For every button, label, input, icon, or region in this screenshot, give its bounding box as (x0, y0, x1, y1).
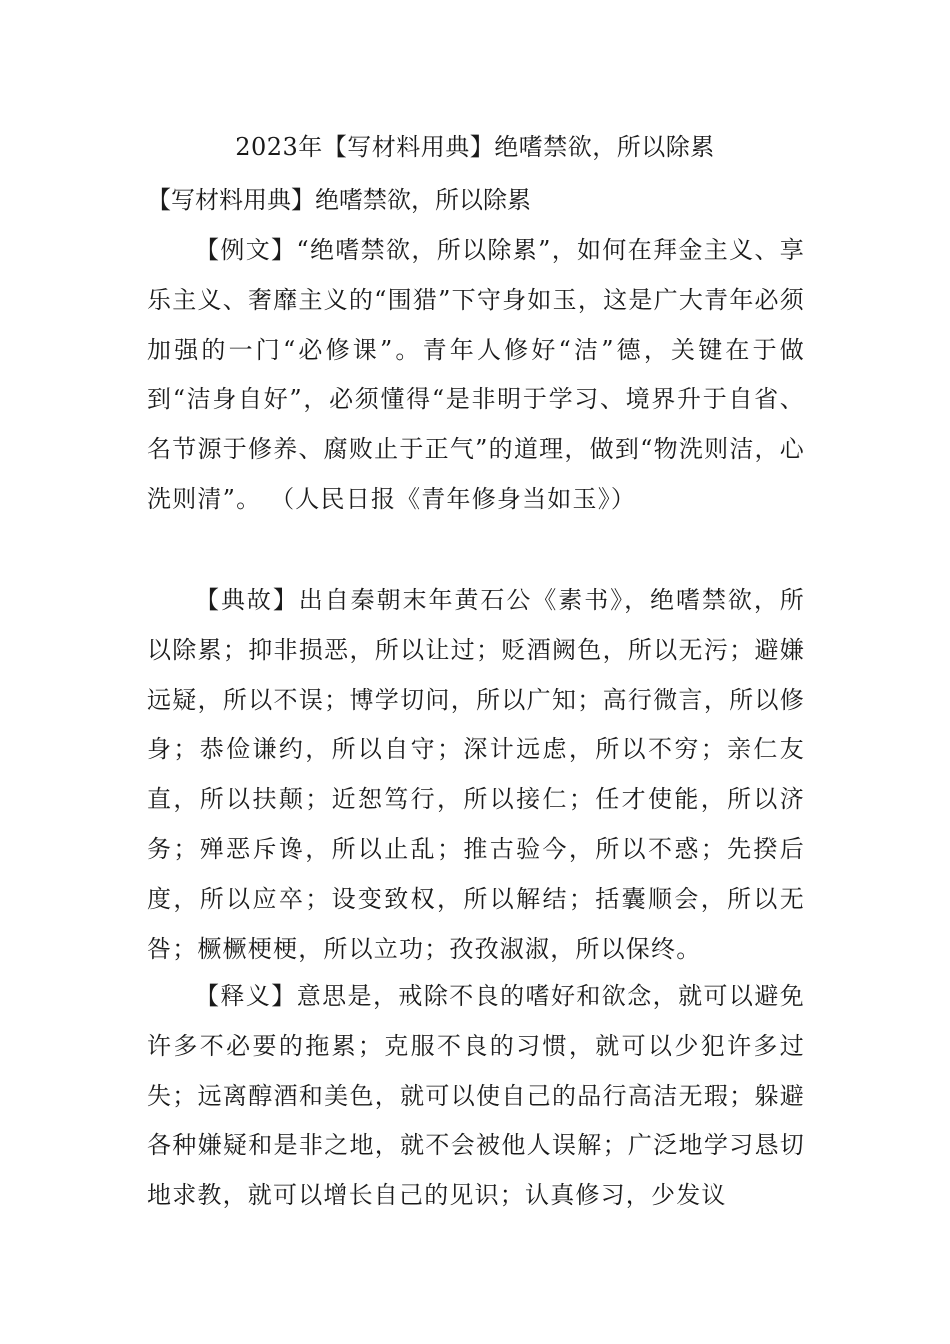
paragraph-meaning: 【释义】意思是，戒除不良的嗜好和欲念，就可以避免许多不必要的拖累；克服不良的习惯，就可以少犯许多过失；远离醇酒和美色，就可以使自己的品行高洁无瑕；躲避各种嫌疑和是非之地，就不会被他人误解；广泛地学习恳切地求教，就可以增长自己的见识；认真修习，少发议 (147, 982, 805, 1210)
document-title: 2023年【写材料用典】绝嗜禁欲，所以除累 (235, 133, 715, 161)
document-subtitle: 【写材料用典】绝嗜禁欲，所以除累 (147, 186, 531, 214)
paragraph-example: 【例文】“绝嗜禁欲，所以除累”，如何在拜金主义、享乐主义、奢靡主义的“围猎”下守身如玉，这是广大青年必须加强的一门“必修课”。青年人修好“洁”德，关键在于做到“洁身自好”，必须懂得“是非明于学习、境界升于自省、名节源于修养、腐败止于正气”的道理，做到“物洗则洁，心洗则清”。 （人民日报《青年修身当如玉》） (147, 236, 805, 513)
paragraph-allusion: 【典故】出自秦朝末年黄石公《素书》，绝嗜禁欲，所以除累；抑非损恶，所以让过；贬酒阙色，所以无污；避嫌远疑，所以不误；博学切问，所以广知；高行微言，所以修身；恭俭谦约，所以自守；深计远虑，所以不穷；亲仁友直，所以扶颠；近恕笃行，所以接仁；任才使能，所以济务；殚恶斥谗，所以止乱；推古验今，所以不惑；先揆后度，所以应卒；设变致权，所以解结；括囊顺会，所以无咎；橛橛梗梗，所以立功；孜孜淑淑，所以保终。 (147, 586, 805, 963)
